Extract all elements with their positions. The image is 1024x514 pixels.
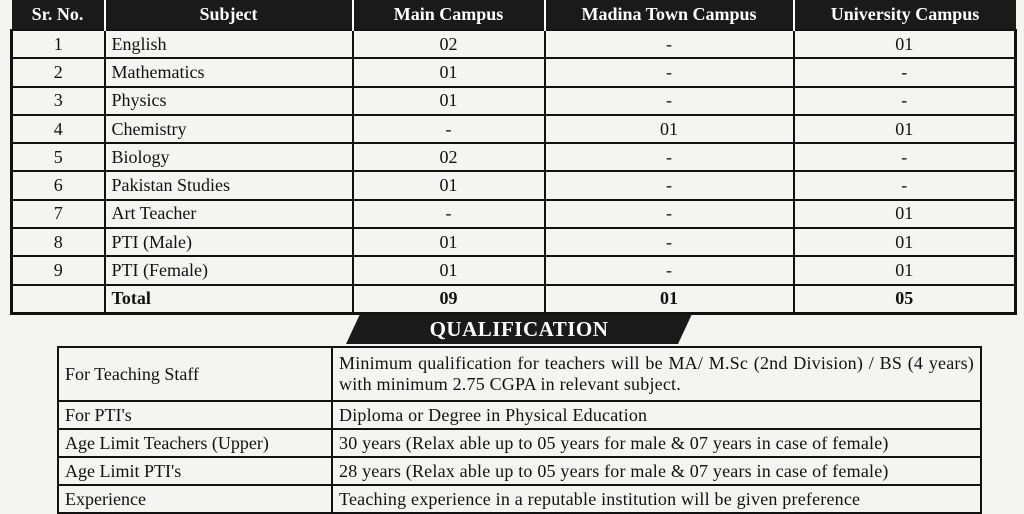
madina-town-cell: -	[545, 200, 794, 228]
university-campus-cell: -	[794, 171, 1016, 199]
university-campus-cell: 01	[794, 115, 1016, 143]
table-row	[12, 87, 1016, 115]
posts-table	[10, 0, 1017, 315]
qualification-row	[58, 429, 981, 457]
sr-no-cell: 8	[12, 228, 105, 256]
total-university-campus: 05	[794, 285, 1016, 314]
main-campus-cell: 01	[353, 171, 545, 199]
madina-town-cell: -	[545, 171, 794, 199]
qualification-label: Age Limit PTI's	[58, 457, 332, 485]
table-row	[12, 58, 1016, 86]
madina-town-cell: -	[545, 87, 794, 115]
sr-no-cell: 3	[12, 87, 105, 115]
subject-cell: Chemistry	[105, 115, 353, 143]
university-campus-cell: -	[794, 87, 1016, 115]
total-main-campus: 09	[353, 285, 545, 314]
sr-no-cell: 7	[12, 200, 105, 228]
subject-cell: Art Teacher	[105, 200, 353, 228]
header-subject: Subject	[105, 0, 353, 30]
subject-cell: Pakistan Studies	[105, 171, 353, 199]
madina-town-cell: 01	[545, 115, 794, 143]
university-campus-cell: 01	[794, 200, 1016, 228]
madina-town-cell: -	[545, 256, 794, 284]
madina-town-cell: -	[545, 30, 794, 58]
header-university-campus: University Campus	[794, 0, 1016, 30]
qualification-label: For PTI's	[58, 401, 332, 429]
main-campus-cell: 01	[353, 58, 545, 86]
subject-cell: English	[105, 30, 353, 58]
university-campus-cell: 01	[794, 228, 1016, 256]
table-row	[12, 256, 1016, 284]
university-campus-cell: -	[794, 143, 1016, 171]
sr-no-cell: 5	[12, 143, 105, 171]
qualification-row	[58, 457, 981, 485]
table-row	[12, 30, 1016, 58]
total-sr-cell	[12, 285, 105, 314]
table-row	[12, 115, 1016, 143]
sr-no-cell: 2	[12, 58, 105, 86]
subject-cell: PTI (Male)	[105, 228, 353, 256]
qualification-table	[57, 346, 982, 514]
main-campus-cell: -	[353, 200, 545, 228]
sr-no-cell: 4	[12, 115, 105, 143]
qualification-label: Experience	[58, 485, 332, 513]
university-campus-cell: 01	[794, 256, 1016, 284]
header-sr-no: Sr. No.	[12, 0, 105, 30]
qualification-value: 30 years (Relax able up to 05 years for male & 07 years in case of female)	[332, 429, 981, 457]
sr-no-cell: 6	[12, 171, 105, 199]
qualification-value: Minimum qualification for teachers will be MA/ M.Sc (2nd Division) / BS (4 years) with minimum 2.75 CGPA in relevant subject.	[332, 347, 981, 401]
subject-cell: Physics	[105, 87, 353, 115]
qualification-label: Age Limit Teachers (Upper)	[58, 429, 332, 457]
qualification-banner	[346, 314, 692, 344]
subject-cell: PTI (Female)	[105, 256, 353, 284]
total-label: Total	[105, 285, 353, 314]
qualification-row	[58, 401, 981, 429]
madina-town-cell: -	[545, 143, 794, 171]
header-madina-town-campus: Madina Town Campus	[545, 0, 794, 30]
university-campus-cell: 01	[794, 30, 1016, 58]
table-row	[12, 200, 1016, 228]
qualification-title: QUALIFICATION	[429, 317, 609, 341]
total-madina-town-campus: 01	[545, 285, 794, 314]
madina-town-cell: -	[545, 228, 794, 256]
university-campus-cell: -	[794, 58, 1016, 86]
table-row	[12, 143, 1016, 171]
main-campus-cell: 01	[353, 228, 545, 256]
qualification-row	[58, 485, 981, 513]
main-campus-cell: 02	[353, 143, 545, 171]
qualification-value: Teaching experience in a reputable institution will be given preference	[332, 485, 981, 513]
qualification-row	[58, 347, 981, 401]
qualification-value: Diploma or Degree in Physical Education	[332, 401, 981, 429]
main-campus-cell: 01	[353, 87, 545, 115]
table-row	[12, 228, 1016, 256]
main-campus-cell: 01	[353, 256, 545, 284]
sr-no-cell: 9	[12, 256, 105, 284]
main-campus-cell: -	[353, 115, 545, 143]
sr-no-cell: 1	[12, 30, 105, 58]
main-campus-cell: 02	[353, 30, 545, 58]
header-main-campus: Main Campus	[353, 0, 545, 30]
posts-table-header-row	[12, 0, 1016, 30]
madina-town-cell: -	[545, 58, 794, 86]
total-row	[12, 285, 1016, 314]
subject-cell: Mathematics	[105, 58, 353, 86]
subject-cell: Biology	[105, 143, 353, 171]
qualification-value: 28 years (Relax able up to 05 years for male & 07 years in case of female)	[332, 457, 981, 485]
table-row	[12, 171, 1016, 199]
qualification-label: For Teaching Staff	[58, 347, 332, 401]
